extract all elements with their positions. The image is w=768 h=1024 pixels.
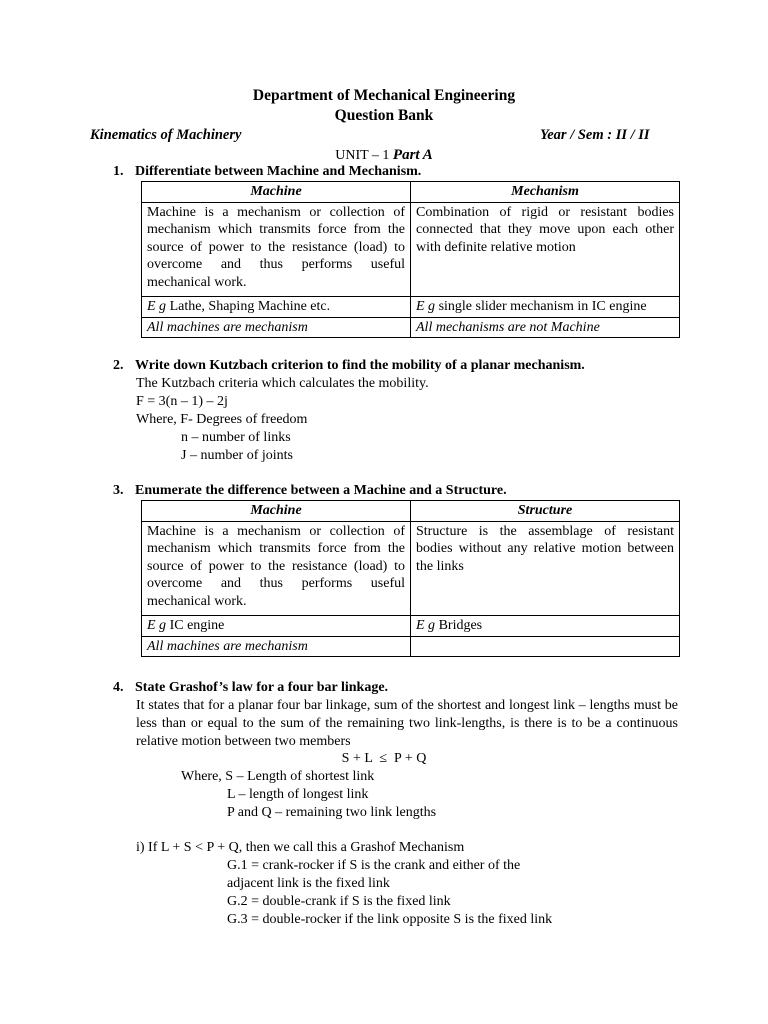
case-line: G.2 = double-crank if S is the fixed link (227, 894, 451, 909)
table-header-row (142, 501, 680, 522)
eg-label: E g (147, 299, 167, 314)
table-header-row (142, 182, 680, 203)
table-cell: All machines are mechanism (142, 636, 411, 657)
unit-label: UNIT – 1 (335, 148, 390, 163)
question-1 (113, 164, 421, 180)
answer-line: n – number of links (181, 430, 291, 445)
table-cell: Machine is a mechanism or collection of mechanism which transmits force from the source of power to the resistance (load) to overcome and thus performs useful mechanical work. (142, 521, 411, 616)
table-cell (411, 297, 680, 318)
answer-line: Where, F- Degrees of freedom (136, 412, 308, 427)
example-text: Bridges (438, 618, 483, 633)
grashof-formula: S + L ≤ P + Q (341, 751, 427, 766)
example-text: Lathe, Shaping Machine etc. (169, 299, 331, 314)
table-header-cell: Machine (142, 501, 411, 522)
table-row (142, 297, 680, 318)
table-cell: All machines are mechanism (142, 317, 411, 338)
machine-structure-table (141, 500, 680, 657)
question-text: State Grashof’s law for a four bar linkage. (135, 680, 389, 695)
grashof-statement: It states that for a planar four bar linkage, sum of the shortest and longest link – lengths must be less than or equal to the sum of the remaining two link-lengths, is there is to be a continuous relative motion between two members (136, 698, 678, 749)
table-row (142, 616, 680, 637)
question-text: Enumerate the difference between a Machine and a Structure. (135, 483, 507, 498)
machine-mechanism-table (141, 181, 680, 338)
table-row (142, 521, 680, 616)
question-text: Differentiate between Machine and Mechanism. (135, 164, 422, 179)
example-text: single slider mechanism in IC engine (438, 299, 647, 314)
question-number: 1. (113, 164, 124, 179)
where-line: L – length of longest link (227, 787, 369, 802)
question-bank-title: Question Bank (334, 107, 434, 124)
table-cell: Combination of rigid or resistant bodies connected that they move upon each other with definite relative motion (411, 202, 680, 297)
table-header-cell: Structure (411, 501, 680, 522)
question-number: 4. (113, 680, 124, 695)
table-cell: Structure is the assemblage of resistant bodies without any relative motion between the links (411, 521, 680, 616)
department-title: Department of Mechanical Engineering (252, 87, 516, 104)
question-3 (113, 483, 507, 499)
eg-label: E g (147, 618, 167, 633)
table-header-cell: Mechanism (411, 182, 680, 203)
table-cell (411, 616, 680, 637)
unit-heading (0, 147, 768, 164)
answer-line: The Kutzbach criteria which calculates the mobility. (136, 376, 429, 391)
table-cell: Machine is a mechanism or collection of mechanism which transmits force from the source of power to the resistance (load) to overcome and thus performs useful mechanical work. (142, 202, 411, 297)
answer-line: J – number of joints (181, 448, 293, 463)
year-semester: Year / Sem : II / II (540, 127, 650, 143)
eg-label: E g (416, 618, 436, 633)
case-line: adjacent link is the fixed link (227, 876, 390, 891)
question-number: 3. (113, 483, 124, 498)
grashof-case-i: i) If L + S < P + Q, then we call this a Grashof Mechanism (136, 840, 465, 855)
table-row (142, 636, 680, 657)
where-line: Where, S – Length of shortest link (181, 769, 375, 784)
table-header-cell: Machine (142, 182, 411, 203)
table-row (142, 202, 680, 297)
subject-name: Kinematics of Machinery (90, 127, 242, 143)
table-cell (142, 297, 411, 318)
example-text: IC engine (169, 618, 225, 633)
question-4 (113, 680, 388, 696)
case-line: G.1 = crank-rocker if S is the crank and either of the (227, 858, 521, 873)
table-row (142, 317, 680, 338)
table-cell: All mechanisms are not Machine (411, 317, 680, 338)
table-cell (142, 616, 411, 637)
question-text: Write down Kutzbach criterion to find the mobility of a planar mechanism. (135, 358, 585, 373)
kutzbach-formula: F = 3(n – 1) – 2j (136, 394, 228, 409)
question-number: 2. (113, 358, 124, 373)
where-line: P and Q – remaining two link lengths (227, 805, 437, 820)
part-label: Part A (392, 147, 433, 163)
case-line: G.3 = double-rocker if the link opposite S is the fixed link (227, 912, 553, 927)
eg-label: E g (416, 299, 436, 314)
table-cell (411, 636, 680, 657)
question-2 (113, 358, 585, 374)
